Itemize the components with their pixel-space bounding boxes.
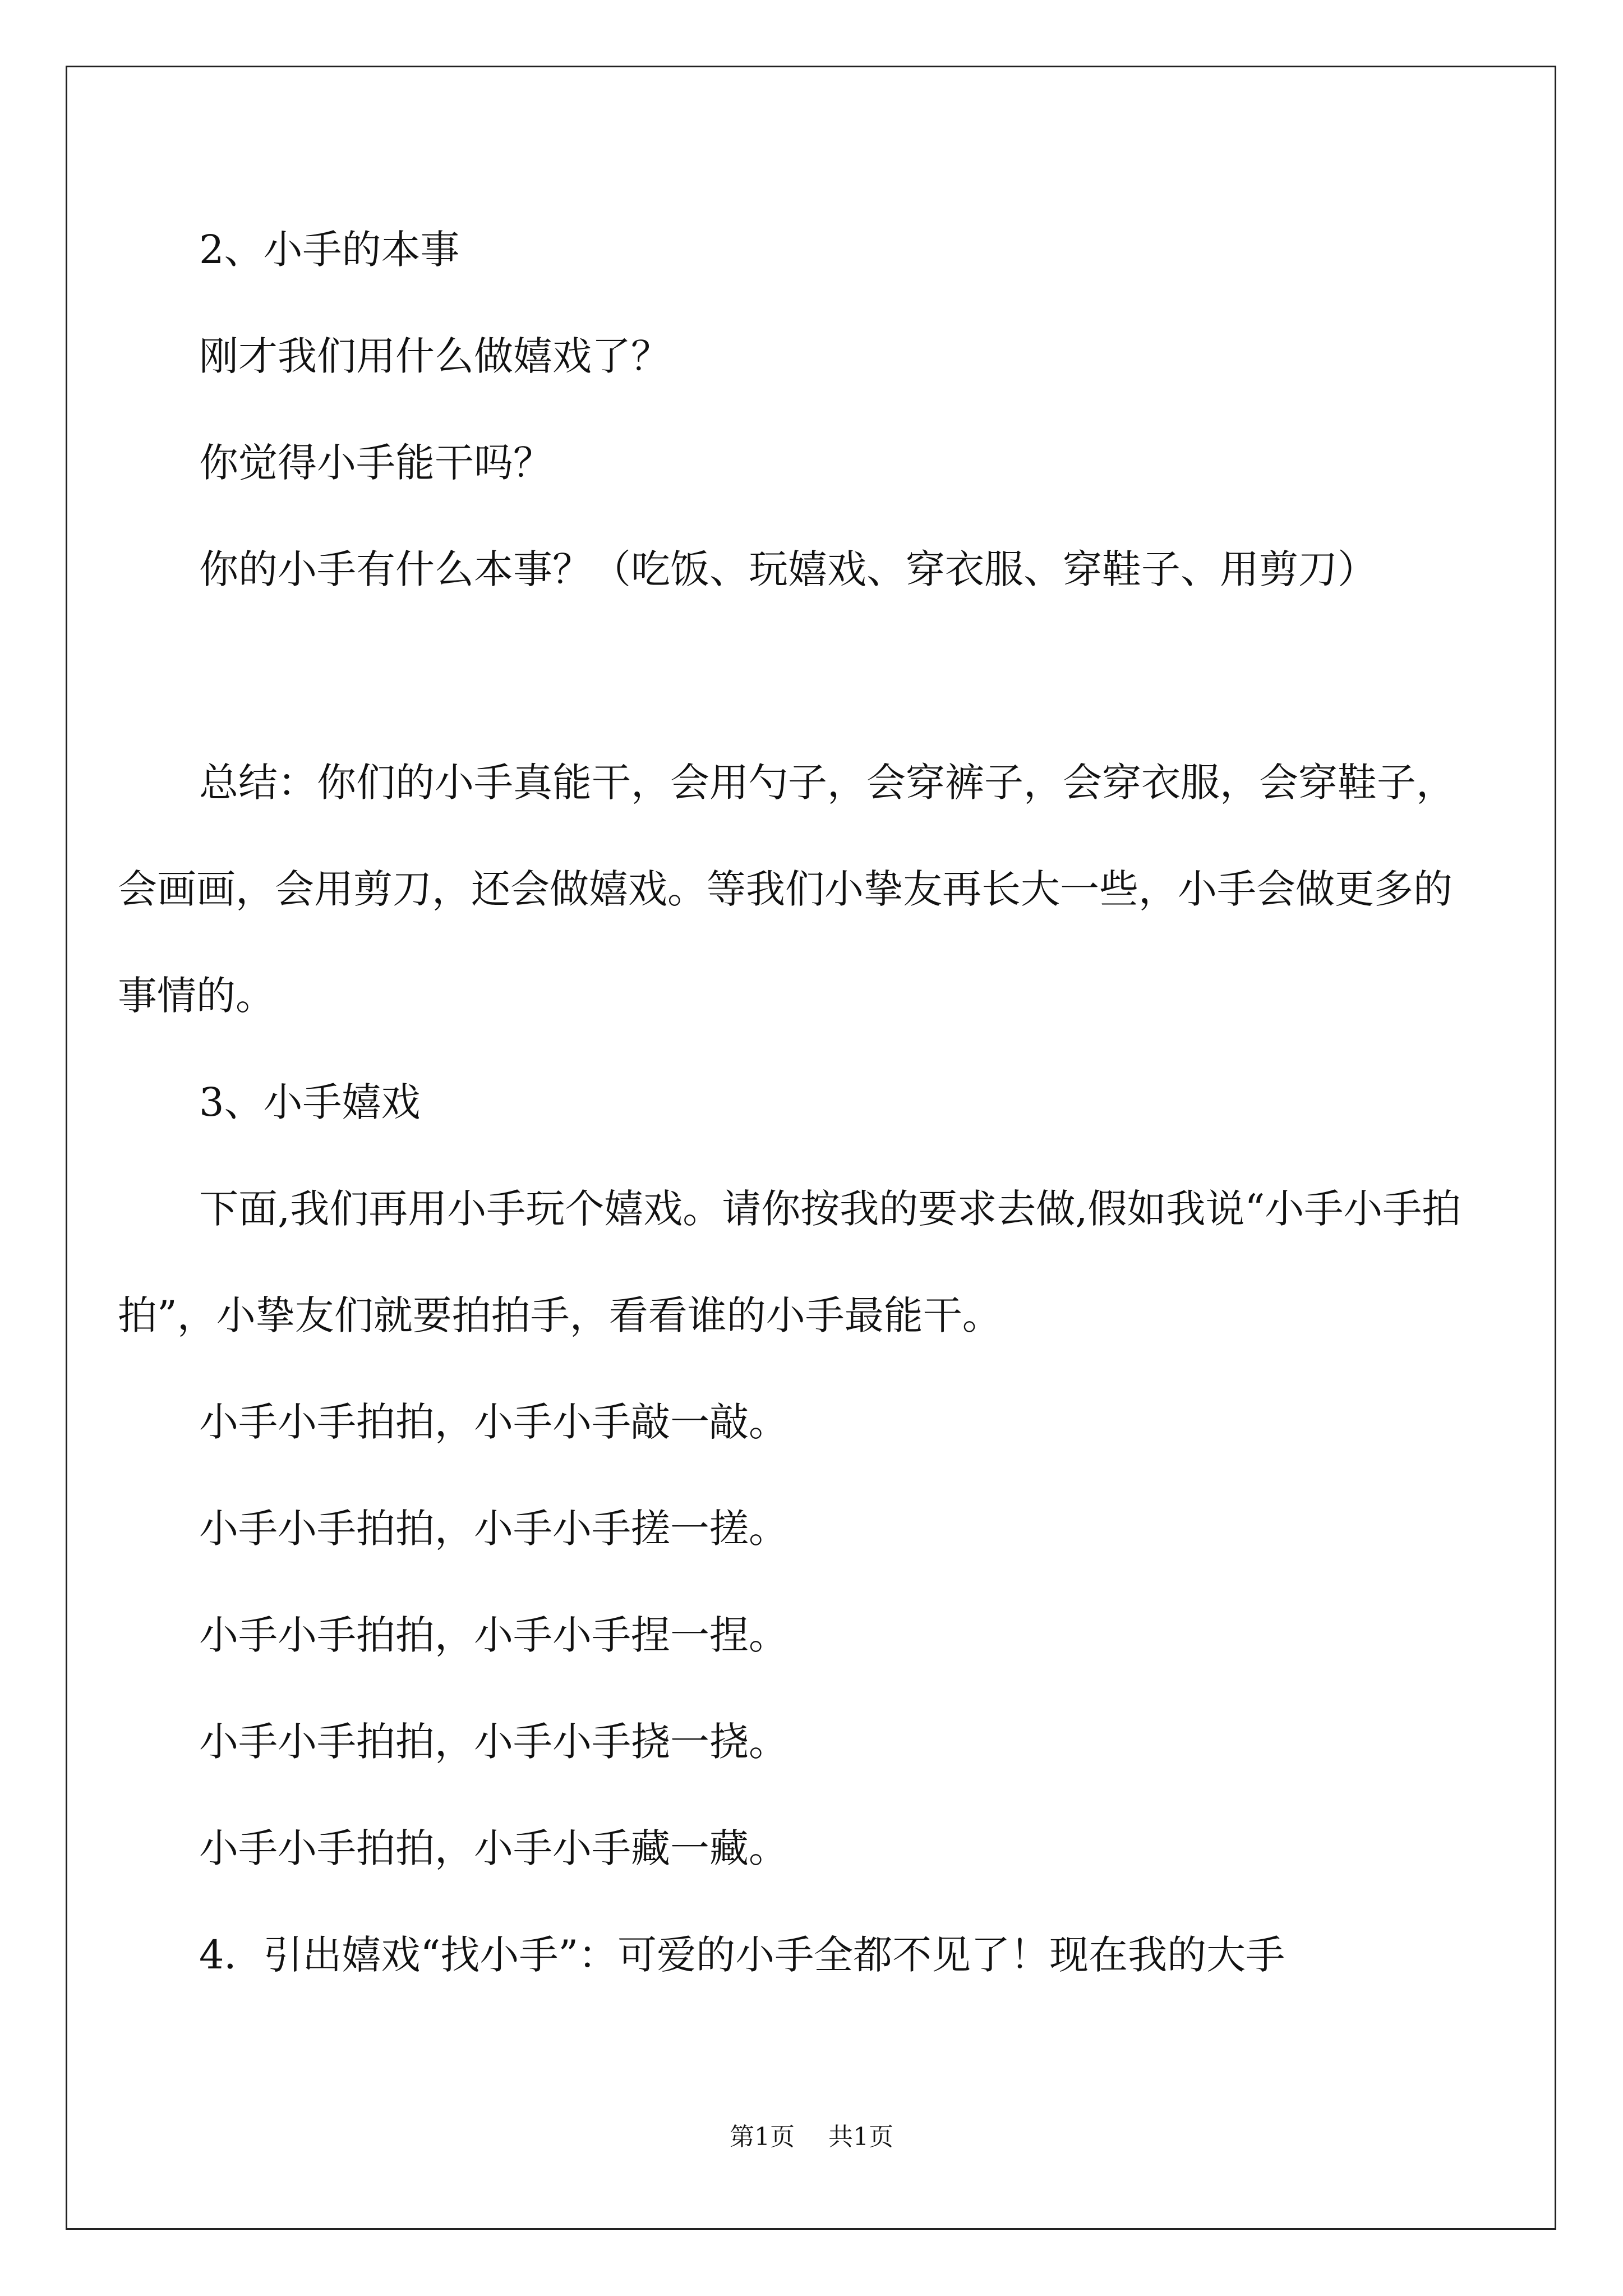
paragraph: 你的小手有什么本事？（吃饭、玩嬉戏、穿衣服、穿鞋子、用剪刀） — [199, 546, 1377, 592]
paragraph: 下面,我们再用小手玩个嬉戏。请你按我的要求去做,假如我说“小手小手拍拍”，小挚友们就要拍拍手，看看谁的小手最能干。 — [118, 1186, 1461, 1338]
page-total: 共1页 — [828, 2123, 893, 2151]
rhyme-line: 小手小手拍拍，小手小手挠一挠。 — [199, 1719, 788, 1765]
paragraph: 刚才我们用什么做嬉戏了？ — [199, 333, 670, 379]
rhyme-line: 小手小手拍拍，小手小手搓一搓。 — [199, 1506, 788, 1552]
page-number: 第1页 — [730, 2123, 795, 2151]
rhyme-line: 小手小手拍拍，小手小手敲一敲。 — [199, 1399, 788, 1445]
rhyme-line: 小手小手拍拍，小手小手藏一藏。 — [199, 1825, 788, 1871]
rhyme-line: 小手小手拍拍，小手小手捏一捏。 — [199, 1612, 788, 1658]
paragraph-heading-3: 3、小手嬉戏 — [199, 1079, 421, 1125]
paragraph: 总结：你们的小手真能干，会用勺子，会穿裤子，会穿衣服，会穿鞋子，会画画，会用剪刀，还会做嬉戏。等我们小挚友再长大一些，小手会做更多的事情的。 — [118, 760, 1455, 1019]
page-footer — [0, 2120, 1623, 2154]
paragraph-heading-4: 4．引出嬉戏“找小手”：可爱的小手全都不见了！现在我的大手 — [199, 1932, 1285, 1978]
paragraph-heading-2: 2、小手的本事 — [199, 227, 460, 273]
paragraph: 你觉得小手能干吗？ — [199, 440, 552, 486]
